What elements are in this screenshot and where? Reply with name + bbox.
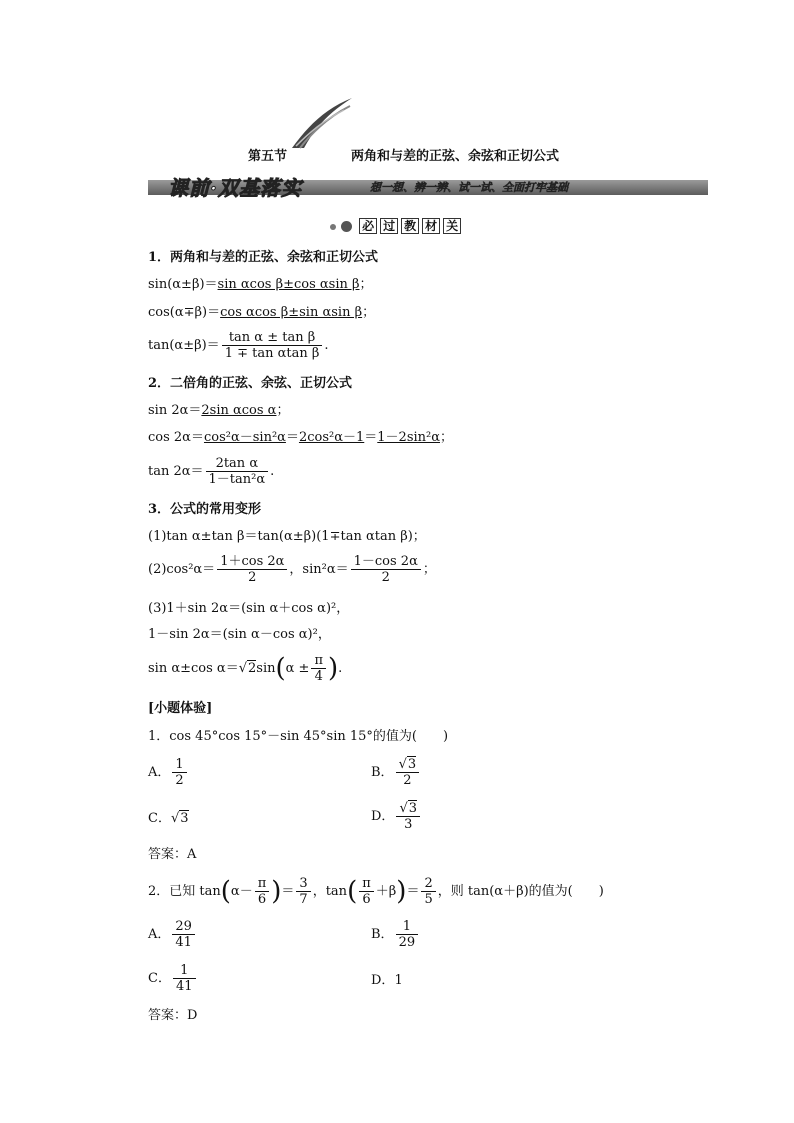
banner-title: 课前·双基落实: [168, 176, 302, 200]
q2-option-b[interactable]: B． $\frac{1}{29}$: [371, 919, 420, 950]
tag-char: 材: [422, 218, 440, 234]
tag-char: 必: [359, 218, 377, 234]
answer-blank: 2cos²α－1: [298, 430, 365, 445]
fraction: $\frac{\text{tan α ± tan β}}{\text{1 ∓ tan αtan β}}$: [222, 330, 323, 361]
fraction: $\frac{\pi}{6}$: [255, 876, 270, 907]
q1-option-b[interactable]: B． $\frac{√3}{2}$: [371, 757, 421, 788]
answer-blank: 2sin αcos α: [201, 403, 277, 418]
fraction: $\frac{\pi}{6}$: [359, 876, 374, 907]
identity-tan-sum: (1)tan α±tan β＝tan(α±β)(1∓tan αtan β)；: [148, 529, 426, 544]
fraction: $\frac{√3}{3}$: [396, 801, 420, 832]
fraction: $\frac{29}{41}$: [172, 919, 195, 950]
answer-blank: cos²α－sin²α: [203, 430, 286, 445]
fraction: $\frac{1+\cos 2\alpha}{2}$: [217, 554, 287, 585]
fraction: $\frac{1-\cos 2\alpha}{2}$: [351, 554, 421, 585]
small-dot-icon: [330, 224, 336, 230]
fraction: $\frac{\text{2tan α}}{\text{1－tan²α}}$: [206, 456, 269, 487]
section-3-heading: 3．公式的常用变形: [148, 502, 262, 517]
large-dot-icon: [341, 221, 352, 232]
formula-cos-double: cos 2α＝cos²α－sin²α＝2cos²α－1＝1－2sin²α；: [148, 430, 454, 445]
answer-blank: sin αcos β±cos αsin β: [217, 277, 360, 292]
answer-blank: cos αcos β±sin αsin β: [220, 305, 363, 320]
section-title: 两角和与差的正弦、余弦和正切公式: [351, 149, 560, 164]
q2-option-c[interactable]: C． $\frac{1}{41}$: [148, 963, 198, 994]
q1-option-a[interactable]: A． $\frac{1}{2}$: [148, 757, 189, 788]
formula-tan-sum: tan(α±β)＝ $\frac{\text{tan α ± tan β}}{\text{1 ∓ tan αtan β}}$ .: [148, 330, 329, 361]
identity-square-minus: 1－sin 2α＝(sin α－cos α)²，: [148, 627, 331, 642]
fraction: $\frac{\pi}{4}$: [311, 653, 326, 684]
fraction: $\frac{1}{29}$: [396, 919, 419, 950]
fraction: $\frac{1}{41}$: [173, 963, 196, 994]
q1-option-d[interactable]: D． $\frac{√3}{3}$: [371, 801, 422, 832]
q1-answer: 答案：A: [148, 847, 197, 862]
formula-sin-double: sin 2α＝2sin αcos α；: [148, 403, 290, 418]
textbook-tag: [330, 218, 461, 234]
fraction: $\frac{1}{2}$: [172, 757, 186, 788]
q1-option-c[interactable]: C．√3: [148, 811, 189, 826]
banner-subtitle: 想一想、辨一辨、试一试、全面打牢基础: [370, 181, 568, 194]
section-2-heading: 2．二倍角的正弦、余弦、正切公式: [148, 376, 353, 391]
practice-heading: [小题体验]: [148, 701, 213, 716]
section-banner: [148, 176, 708, 200]
formula-sin-sum: sin(α±β)＝sin αcos β±cos αsin β；: [148, 277, 373, 292]
q2-option-a[interactable]: A． $\frac{29}{41}$: [148, 919, 197, 950]
fraction: $\frac{√3}{2}$: [396, 757, 420, 788]
formula-tan-double: tan 2α＝ $\frac{\text{2tan α}}{\text{1－tan²α}}$ .: [148, 456, 275, 487]
identity-square-plus: (3)1＋sin 2α＝(sin α＋cos α)²，: [148, 601, 350, 616]
answer-blank: 1－2sin²α: [377, 430, 441, 445]
fraction: $\frac{2}{5}$: [421, 876, 435, 907]
q2-option-d[interactable]: D．1: [371, 973, 403, 988]
formula-cos-sum: cos(α∓β)＝cos αcos β±sin αsin β；: [148, 305, 376, 320]
identity-power-reduction: (2)cos²α＝ $\frac{1+\cos 2\alpha}{2}$ ，sin²α＝ $\frac{1-\cos 2\alpha}{2}$ ；: [148, 554, 436, 585]
fraction: $\frac{3}{7}$: [296, 876, 310, 907]
tag-char: 关: [443, 218, 461, 234]
identity-auxiliary-angle: sin α±cos α＝√2sin(α ± $\frac{\pi}{4}$ ).: [148, 653, 343, 684]
section-number: 第五节: [248, 149, 288, 164]
q2-answer: 答案：D: [148, 1008, 198, 1023]
question-2-stem: 2．已知 tan(α－ $\frac{\pi}{6}$ )＝ $\frac{3}{7}$ ，tan( $\frac{\pi}{6}$ ＋β)＝ $\frac{2}{5}$ ，则 tan(α＋β)的值为( ): [148, 876, 604, 907]
question-1-stem: 1．cos 45°cos 15°－sin 45°sin 15°的值为( ): [148, 729, 449, 744]
tag-char: 教: [401, 218, 419, 234]
section-1-heading: 1．两角和与差的正弦、余弦和正切公式: [148, 250, 379, 265]
header-swoosh-graphic: [290, 96, 354, 150]
tag-char: 过: [380, 218, 398, 234]
